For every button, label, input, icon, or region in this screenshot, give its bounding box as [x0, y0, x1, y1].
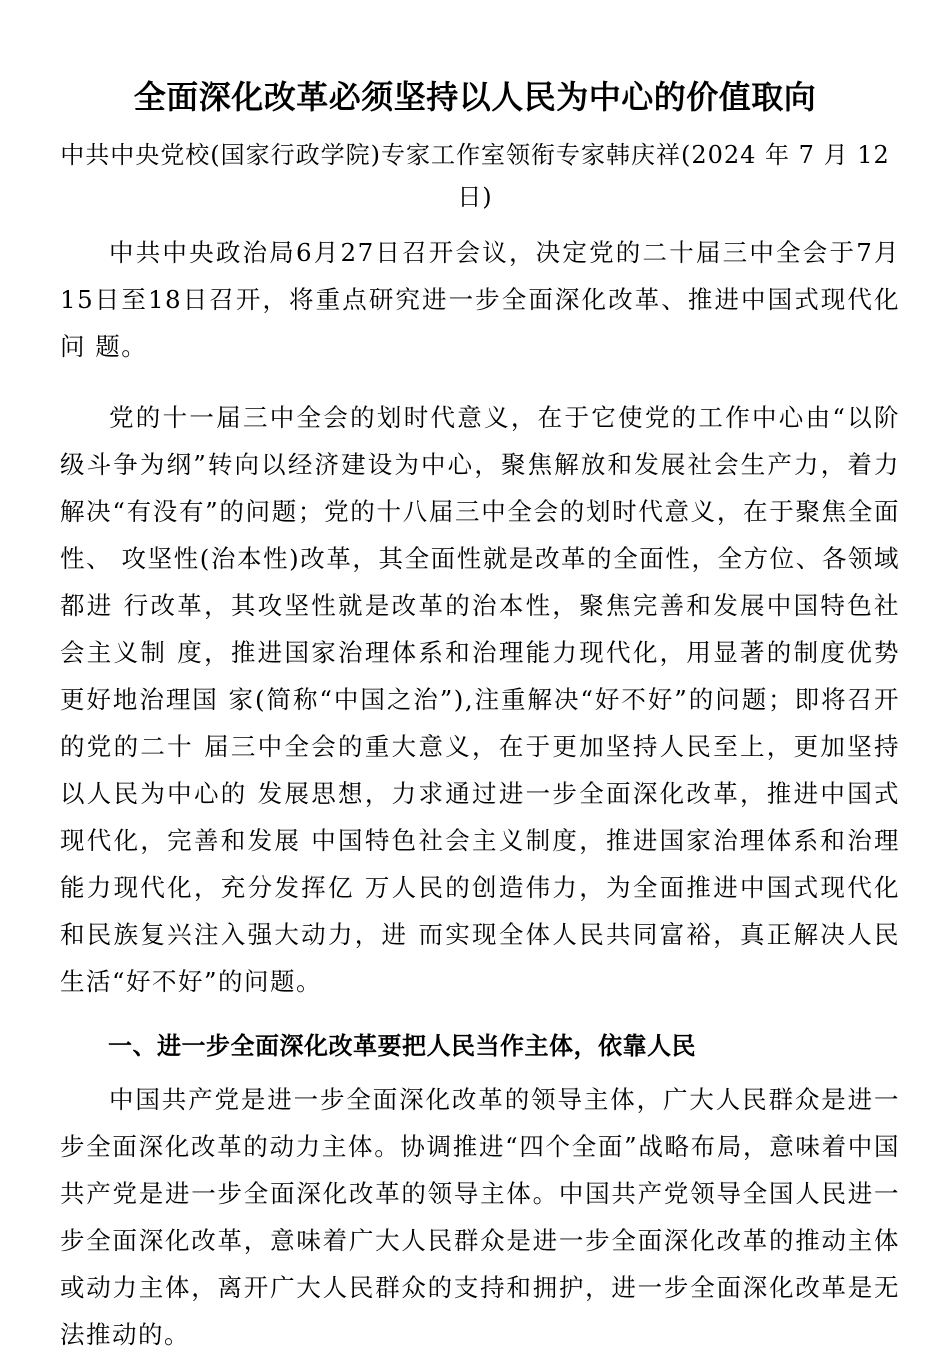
section-paragraph: 中国共产党是进一步全面深化改革的领导主体，广大人民群众是进一步全面深化改革的动力主体。协调推进“四个全面”战略布局，意味着中国共产党是进一步全面深化改革的领导主体。中国共产党领导全国人民进一步全面深化改革，意味着广大人民群众是进一步全面深化改革的推动主体或动力主体，离开广大人民群众的支持和拥护，进一步全面深化改革是无法推动的。 — [60, 1085, 900, 1349]
section-heading: 一、进一步全面深化改革要把人民当作主体，依靠人民 — [108, 1032, 696, 1060]
author-byline: 中共中央党校(国家行政学院)专家工作室领衔专家韩庆祥(2024 年 7 月 12 日) — [60, 141, 890, 211]
document-title: 全面深化改革必须坚持以人民为中心的价值取向 — [133, 78, 817, 116]
document-body — [60, 229, 900, 1358]
significance-paragraph: 党的十一届三中全会的划时代意义，在于它使党的工作中心由“以阶级斗争为纲”转向以经济建设为中心，聚焦解放和发展社会生产力，着力解决“有没有”的问题；党的十八届三中全会的划时代意义，在于聚焦全面性、 攻坚性(治本性)改革，其全面性就是改革的全面性，全方位、各领域都进 行改革，其攻坚性就是改革的治本性，聚焦完善和发展中国特色社会主义制 度，推进国家治理体系和治理能力现代化，用显著的制度优势更好地治理国 家(简称“中国之治”),注重解决“好不好”的问题；即将召开的党的二十 届三中全会的重大意义，在于更加坚持人民至上，更加坚持以人民为中心的 发展思想，力求通过进一步全面深化改革，推进中国式现代化，完善和发展 中国特色社会主义制度，推进国家治理体系和治理能力现代化，充分发挥亿 万人民的创造伟力，为全面推进中国式现代化和民族复兴注入强大动力，进 而实现全体人民共同富裕，真正解决人民生活“好不好”的问题。 — [60, 403, 900, 996]
intro-paragraph: 中共中央政治局6月27日召开会议，决定党的二十届三中全会于7月 15日至18日召开，将重点研究进一步全面深化改革、推进中国式现代化问 题。 — [60, 238, 900, 361]
